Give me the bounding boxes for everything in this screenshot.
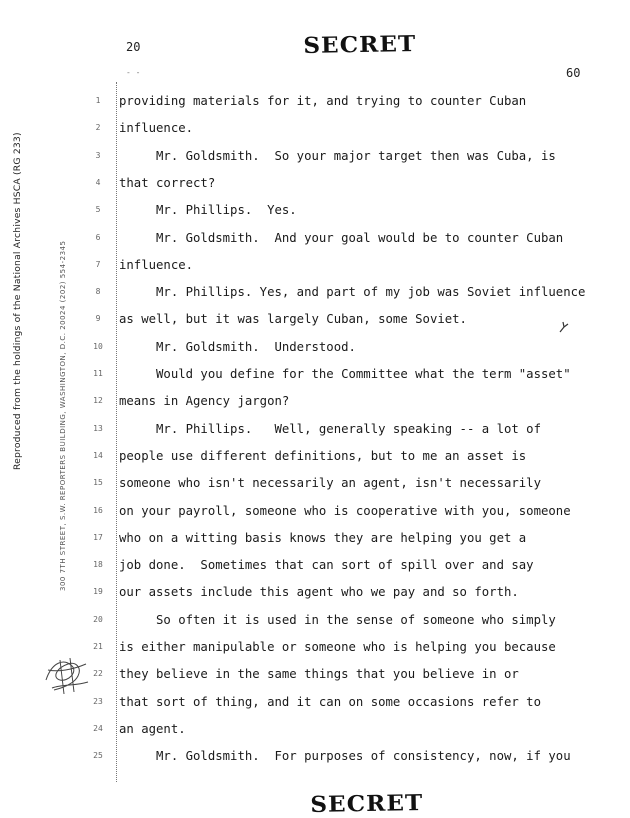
- line-number: 20: [93, 614, 103, 624]
- transcript-line: on your payroll, someone who is cooperative with you, someone: [119, 503, 571, 518]
- transcript-line: our assets include this agent who we pay and so forth.: [119, 585, 519, 600]
- transcript-line: providing materials for it, and trying to counter Cuban: [119, 94, 527, 108]
- line-number: 12: [93, 396, 103, 406]
- line-number: 7: [95, 259, 101, 269]
- transcript-line: Mr. Goldsmith. And your goal would be to counter Cuban: [119, 230, 564, 245]
- line-number: 23: [93, 696, 103, 706]
- transcript-line: who on a witting basis knows they are helping you get a: [119, 530, 527, 545]
- line-number: 4: [95, 177, 101, 187]
- transcript-line: influence.: [119, 121, 194, 136]
- line-number: 5: [95, 205, 101, 215]
- transcript-line: Mr. Phillips. Yes, and part of my job was Soviet influence: [119, 285, 586, 300]
- line-number: 1: [95, 96, 101, 105]
- line-number: 8: [95, 287, 101, 297]
- transcript-line: that sort of thing, and it can on some occasions refer to: [119, 694, 541, 709]
- transcript-line: someone who isn't necessarily an agent, isn't necessarily: [119, 476, 541, 491]
- line-number: 22: [93, 669, 103, 679]
- transcript-line: Mr. Goldsmith. For purposes of consistency, now, if you: [119, 749, 571, 764]
- line-number: 3: [95, 150, 101, 160]
- line-number: 16: [93, 505, 103, 515]
- page-number: 60: [566, 66, 581, 80]
- reporter-address: 300 7TH STREET, S.W. REPORTERS BUILDING, WASHINGTON, D.C. 20024 (202) 554-2345: [59, 240, 67, 592]
- transcript-line: people use different definitions, but to me an asset is: [119, 448, 527, 463]
- transcript-line: Mr. Goldsmith. Understood.: [119, 339, 356, 354]
- transcript-line: job done. Sometimes that can sort of spill over and say: [119, 558, 534, 573]
- transcript-line: Mr. Goldsmith. So your major target then was Cuba, is: [119, 148, 556, 163]
- secret-stamp-top: SECRET: [303, 31, 417, 59]
- archive-source-note: Reproduced from the holdings of the National Archives HSCA (RG 233): [12, 132, 23, 470]
- line-number: 21: [93, 642, 103, 651]
- line-number: 2: [95, 123, 101, 133]
- line-number: 11: [93, 369, 103, 378]
- line-number: 13: [93, 423, 103, 433]
- transcript-line: is either manipulable or someone who is helping you because: [119, 640, 556, 654]
- transcript-line: Would you define for the Committee what the term "asset": [119, 367, 571, 381]
- line-number: 6: [95, 232, 101, 242]
- line-number: 19: [93, 587, 103, 597]
- transcript-line: as well, but it was largely Cuban, some Soviet.: [119, 312, 467, 327]
- line-number: 25: [93, 751, 103, 761]
- transcript-line: So often it is used in the sense of someone who simply: [119, 612, 556, 627]
- line-number: 17: [93, 532, 103, 542]
- transcript-line: Mr. Phillips. Yes.: [119, 203, 297, 218]
- line-number: 24: [93, 723, 103, 733]
- secret-stamp-bottom: SECRET: [310, 790, 424, 818]
- transcript-line: they believe in the same things that you believe in or: [119, 667, 519, 682]
- line-number: 10: [93, 341, 103, 351]
- transcript-line: influence.: [119, 257, 194, 272]
- line-number: 15: [93, 478, 103, 488]
- transcript-page-number: 20: [126, 40, 141, 54]
- line-number: 14: [93, 450, 103, 460]
- line-number: 9: [95, 314, 101, 324]
- transcript-line: an agent.: [119, 721, 186, 736]
- transcript-line: Mr. Phillips. Well, generally speaking -- a lot of: [119, 421, 541, 436]
- top-mark: - -: [126, 68, 141, 77]
- line-number: 18: [93, 560, 103, 570]
- transcript-line: that correct?: [119, 175, 216, 190]
- transcript-line: means in Agency jargon?: [119, 394, 290, 409]
- pen-tick-mark: [557, 318, 571, 336]
- margin-rule: [116, 82, 117, 782]
- handwritten-initials: [42, 650, 92, 698]
